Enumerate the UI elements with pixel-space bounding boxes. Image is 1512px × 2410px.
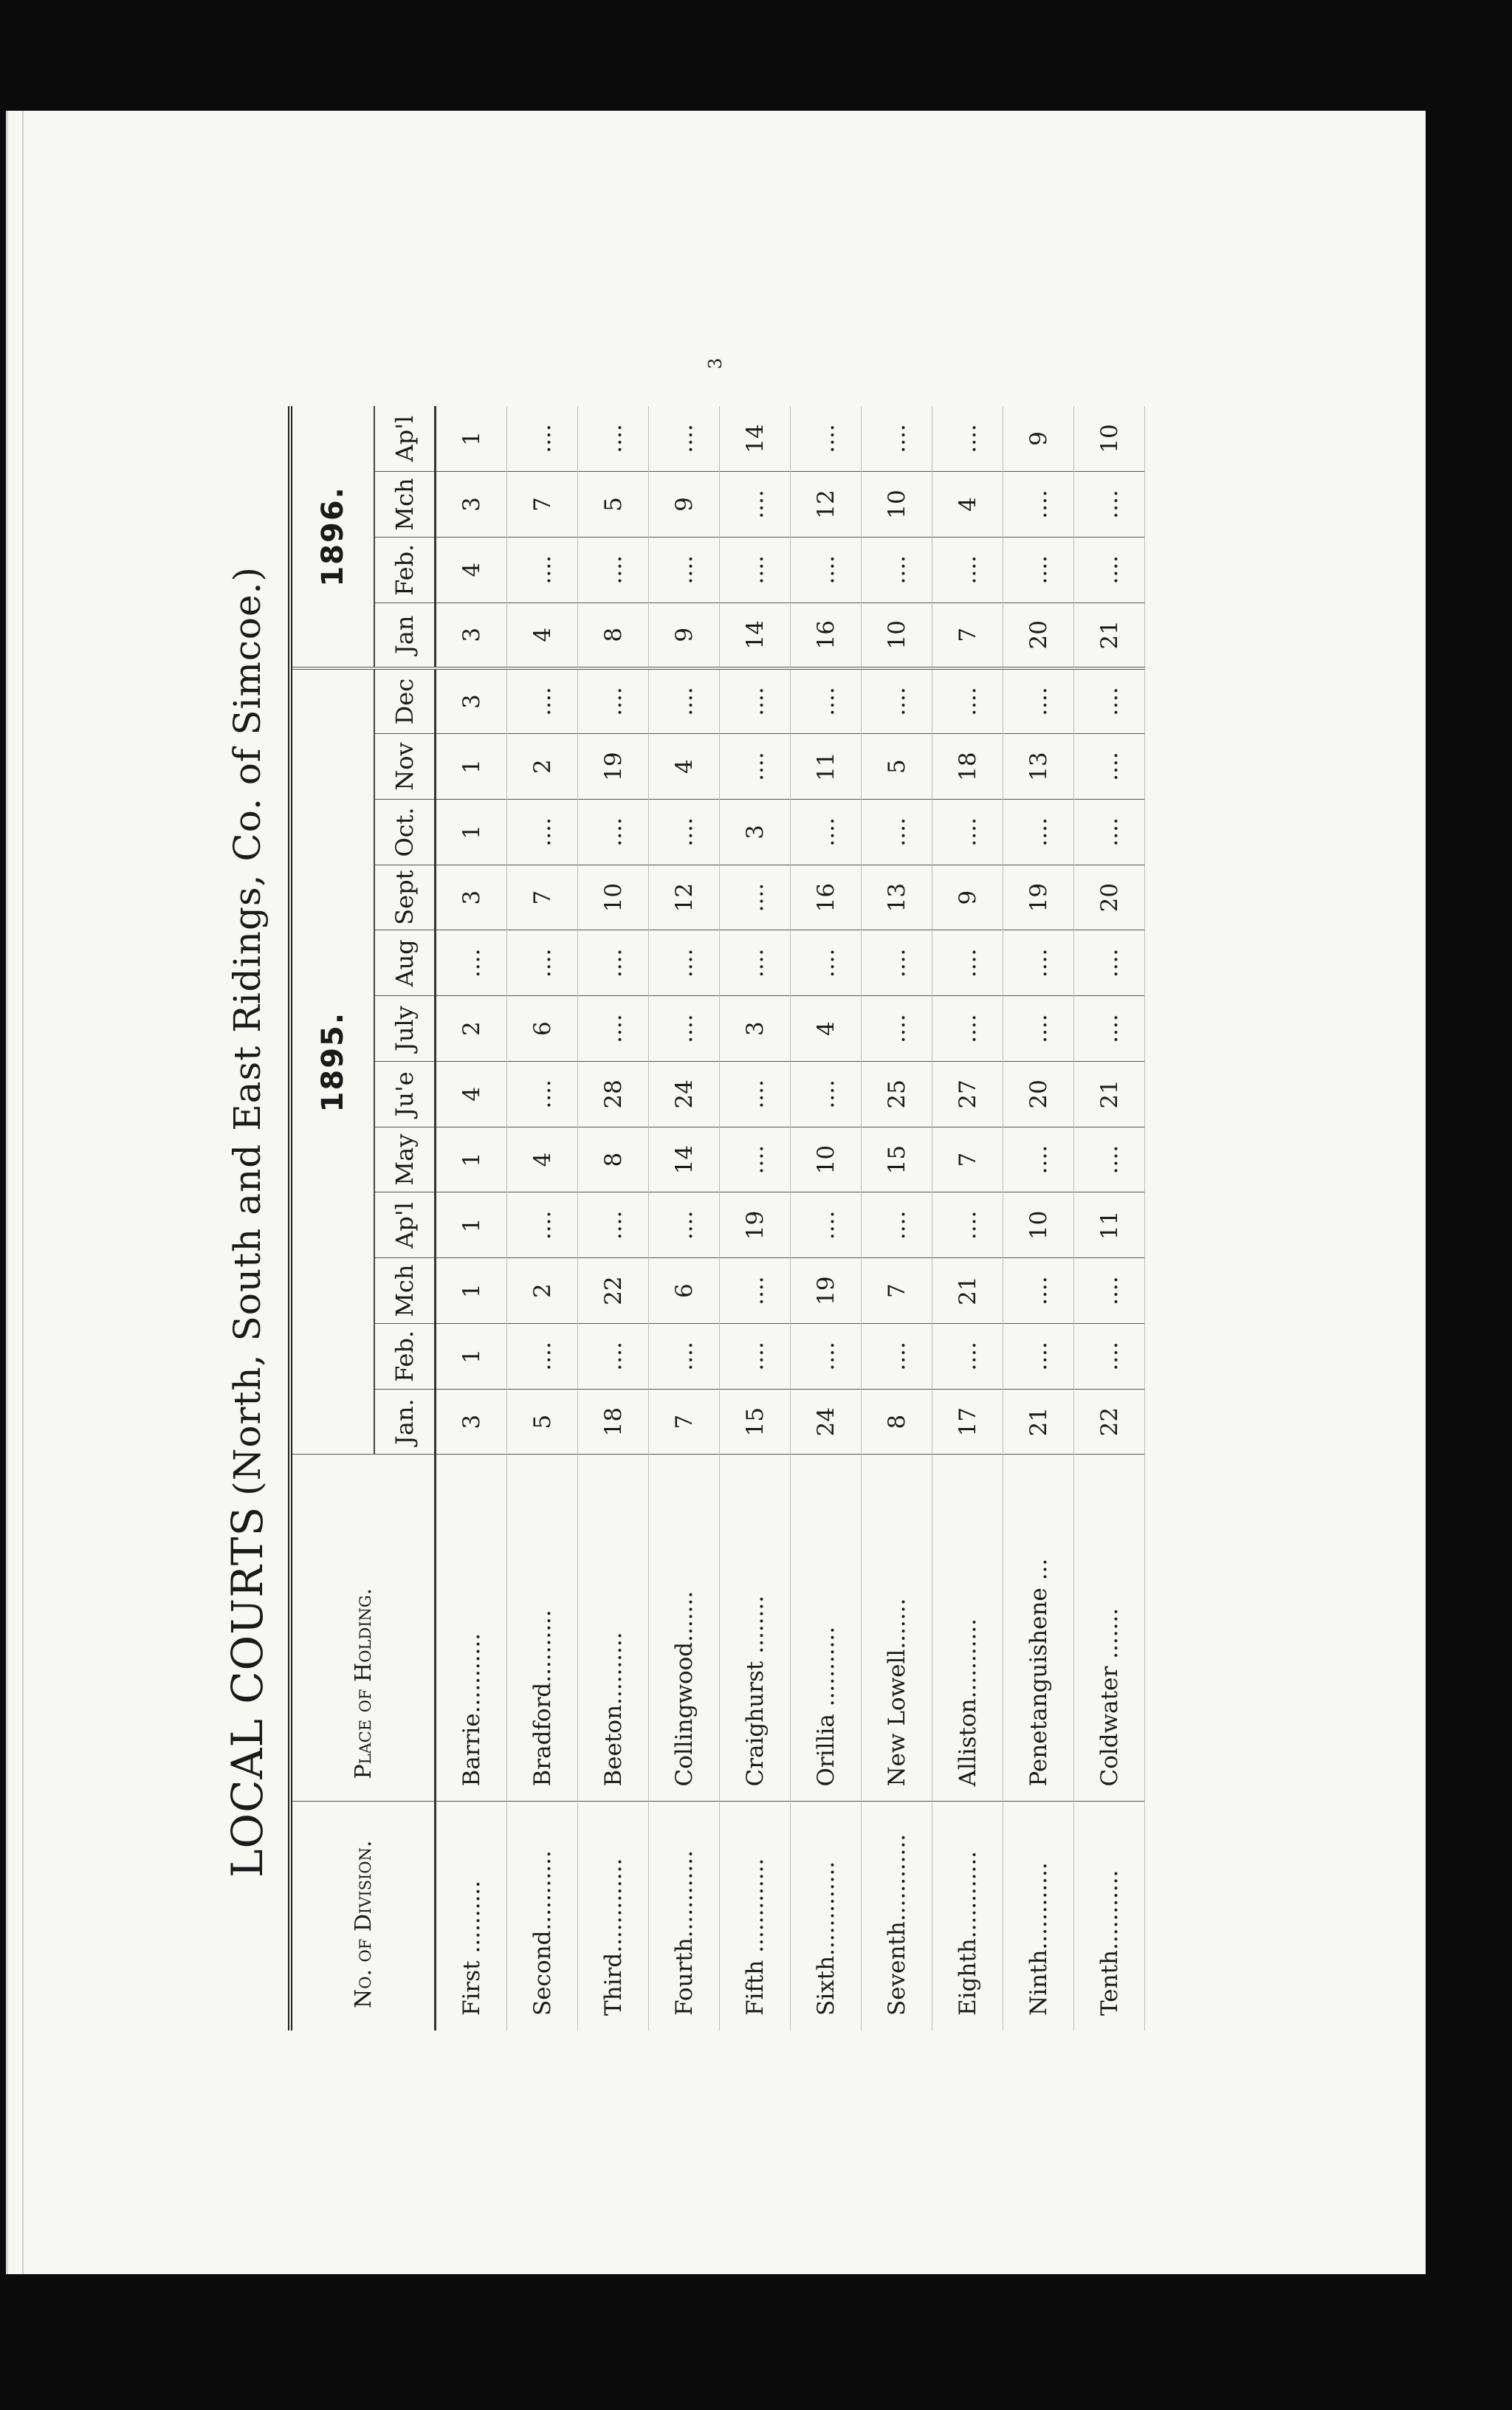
sitting-cell-1895: 28 — [578, 1062, 649, 1127]
sitting-cell-1895: 8 — [578, 1127, 649, 1192]
title-main: LOCAL COURTS — [222, 1506, 272, 1878]
sitting-cell-1895: .... — [862, 1324, 932, 1390]
sitting-cell-1895: 10 — [791, 1127, 862, 1192]
sitting-cell-1896: 10 — [1074, 406, 1145, 472]
sitting-cell-1895: .... — [932, 930, 1003, 996]
sitting-cell-1896: .... — [578, 406, 649, 472]
sitting-cell-1895: .... — [1074, 996, 1145, 1062]
place-cell: Bradford.......... — [507, 1455, 578, 1802]
title-sub: (North, South and East Ridings, Co. of Simcoe.) — [226, 566, 269, 1496]
sitting-cell-1895: 19 — [1003, 865, 1074, 930]
sitting-cell-1895: .... — [578, 996, 649, 1062]
sitting-cell-1895: 5 — [507, 1389, 578, 1455]
sitting-cell-1895: .... — [720, 1324, 791, 1390]
month-header: Jan. — [374, 1389, 436, 1455]
sitting-cell-1895: 1 — [436, 800, 507, 865]
place-cell: Barrie........... — [436, 1455, 507, 1802]
sitting-cell-1895: 7 — [862, 1258, 932, 1324]
sitting-cell-1896: .... — [649, 537, 720, 602]
month-header: Nov — [374, 734, 436, 800]
rotated-table-block — [207, 413, 1166, 2030]
sitting-cell-1896: .... — [791, 537, 862, 602]
place-cell: Alliston........... — [932, 1455, 1003, 1802]
sitting-cell-1895: .... — [507, 800, 578, 865]
sitting-cell-1896: .... — [791, 406, 862, 472]
sitting-cell-1895: 27 — [932, 1062, 1003, 1127]
sitting-cell-1896: .... — [1074, 472, 1145, 538]
month-header: Ap'l — [374, 406, 436, 472]
table-row — [1074, 406, 1145, 2030]
sitting-cell-1896: 4 — [932, 472, 1003, 538]
page-title — [207, 413, 288, 2030]
sitting-cell-1895: 25 — [862, 1062, 932, 1127]
sitting-cell-1895: 22 — [578, 1258, 649, 1324]
sitting-cell-1895: 2 — [507, 1258, 578, 1324]
sitting-cell-1895: .... — [932, 996, 1003, 1062]
sitting-cell-1896: 12 — [791, 472, 862, 538]
sitting-cell-1895: 15 — [720, 1389, 791, 1455]
place-cell: New Lowell....... — [862, 1455, 932, 1802]
sitting-cell-1896: 10 — [862, 602, 932, 668]
sitting-cell-1896: 9 — [1003, 406, 1074, 472]
sitting-cell-1895: 6 — [507, 996, 578, 1062]
division-cell: Third............. — [578, 1802, 649, 2030]
year-1895: 1895. — [290, 668, 374, 1455]
sitting-cell-1896: .... — [1003, 537, 1074, 602]
month-header: Oct. — [374, 800, 436, 865]
sitting-cell-1896: 3 — [436, 602, 507, 668]
month-header: Aug — [374, 930, 436, 996]
month-header: Mch — [374, 472, 436, 538]
sitting-cell-1896: 7 — [507, 472, 578, 538]
sitting-cell-1896: 20 — [1003, 602, 1074, 668]
sitting-cell-1895: .... — [1074, 930, 1145, 996]
sitting-cell-1895: 15 — [862, 1127, 932, 1192]
sitting-cell-1895: 19 — [791, 1258, 862, 1324]
sitting-cell-1895: .... — [932, 800, 1003, 865]
month-header: Ju'e — [374, 1062, 436, 1127]
sitting-cell-1895: .... — [1003, 996, 1074, 1062]
table-body — [436, 406, 1145, 2030]
sitting-cell-1896: 5 — [578, 472, 649, 538]
sitting-cell-1895: .... — [1074, 1324, 1145, 1390]
sitting-cell-1895: 1 — [436, 1258, 507, 1324]
division-cell: Ninth............ — [1003, 1802, 1074, 2030]
sitting-cell-1896: 3 — [436, 472, 507, 538]
page-edge — [22, 111, 24, 2274]
table-row — [507, 406, 578, 2030]
sitting-cell-1895: 6 — [649, 1258, 720, 1324]
sitting-cell-1896: .... — [507, 406, 578, 472]
sitting-cell-1895: .... — [1074, 734, 1145, 800]
sitting-cell-1895: .... — [578, 1324, 649, 1390]
sitting-cell-1895: 21 — [1003, 1389, 1074, 1455]
month-header: Ap'l — [374, 1192, 436, 1258]
sitting-cell-1895: 11 — [791, 734, 862, 800]
sitting-cell-1895: .... — [1003, 1127, 1074, 1192]
month-header: Feb. — [374, 1324, 436, 1390]
sitting-cell-1895: 22 — [1074, 1389, 1145, 1455]
month-header: Dec — [374, 668, 436, 734]
sitting-cell-1895: .... — [1003, 800, 1074, 865]
sitting-cell-1896: 4 — [436, 537, 507, 602]
sitting-cell-1895: 18 — [578, 1389, 649, 1455]
sitting-cell-1895: 1 — [436, 734, 507, 800]
sitting-cell-1895: 10 — [1003, 1192, 1074, 1258]
sitting-cell-1895: 4 — [791, 996, 862, 1062]
sitting-cell-1895: 19 — [720, 1192, 791, 1258]
sitting-cell-1895: 7 — [932, 1127, 1003, 1192]
sitting-cell-1895: .... — [791, 1192, 862, 1258]
sitting-cell-1895: .... — [932, 1192, 1003, 1258]
sitting-cell-1895: .... — [507, 1324, 578, 1390]
sitting-cell-1895: 2 — [436, 996, 507, 1062]
sitting-cell-1895: .... — [436, 930, 507, 996]
sitting-cell-1895: 4 — [507, 1127, 578, 1192]
sitting-cell-1895: 21 — [932, 1258, 1003, 1324]
sitting-cell-1896: 14 — [720, 406, 791, 472]
sitting-cell-1895: 7 — [649, 1389, 720, 1455]
sitting-cell-1895: 3 — [436, 668, 507, 734]
sitting-cell-1895: .... — [507, 1192, 578, 1258]
courts-table — [288, 406, 1145, 2030]
sitting-cell-1896: .... — [720, 472, 791, 538]
month-header: May — [374, 1127, 436, 1192]
sitting-cell-1895: 16 — [791, 865, 862, 930]
sitting-cell-1895: 13 — [862, 865, 932, 930]
table-row — [578, 406, 649, 2030]
sitting-cell-1895: .... — [578, 1192, 649, 1258]
place-cell: Penetanguishene ... — [1003, 1455, 1074, 1802]
sitting-cell-1895: 24 — [791, 1389, 862, 1455]
sitting-cell-1895: 2 — [507, 734, 578, 800]
sitting-cell-1896: .... — [932, 537, 1003, 602]
table-row — [436, 406, 507, 2030]
sitting-cell-1896: 8 — [578, 602, 649, 668]
sitting-cell-1895: .... — [791, 1324, 862, 1390]
sitting-cell-1895: .... — [649, 800, 720, 865]
sitting-cell-1895: 13 — [1003, 734, 1074, 800]
table-row — [1003, 406, 1074, 2030]
sitting-cell-1895: .... — [791, 930, 862, 996]
sitting-cell-1895: .... — [578, 668, 649, 734]
sitting-cell-1896: 7 — [932, 602, 1003, 668]
sitting-cell-1896: .... — [649, 406, 720, 472]
division-cell: Fifth ............. — [720, 1802, 791, 2030]
sitting-cell-1895: 4 — [436, 1062, 507, 1127]
table-row — [862, 406, 932, 2030]
sitting-cell-1895: .... — [720, 734, 791, 800]
sitting-cell-1896: 4 — [507, 602, 578, 668]
place-cell: Collingwood....... — [649, 1455, 720, 1802]
month-header: July — [374, 996, 436, 1062]
sitting-cell-1895: 18 — [932, 734, 1003, 800]
sitting-cell-1896: .... — [1074, 537, 1145, 602]
table-row — [791, 406, 862, 2030]
month-header: Jan — [374, 602, 436, 668]
place-cell: Beeton.......... — [578, 1455, 649, 1802]
sitting-cell-1895: .... — [720, 1062, 791, 1127]
sitting-cell-1895: .... — [649, 996, 720, 1062]
sitting-cell-1895: 19 — [578, 734, 649, 800]
sitting-cell-1895: 1 — [436, 1192, 507, 1258]
header-place: Place of Holding. — [290, 1455, 436, 1802]
sitting-cell-1895: .... — [649, 1192, 720, 1258]
sitting-cell-1895: .... — [507, 668, 578, 734]
header-division: No. of Division. — [290, 1802, 436, 2030]
sitting-cell-1895: 3 — [436, 1389, 507, 1455]
sitting-cell-1895: .... — [649, 668, 720, 734]
sitting-cell-1895: .... — [862, 668, 932, 734]
sitting-cell-1896: .... — [1003, 472, 1074, 538]
sitting-cell-1895: 3 — [720, 800, 791, 865]
sitting-cell-1895: .... — [649, 1324, 720, 1390]
division-cell: Sixth............. — [791, 1802, 862, 2030]
sitting-cell-1895: 8 — [862, 1389, 932, 1455]
sitting-cell-1896: 10 — [862, 472, 932, 538]
sitting-cell-1895: .... — [1074, 1127, 1145, 1192]
sitting-cell-1895: .... — [791, 800, 862, 865]
sitting-cell-1895: .... — [1074, 668, 1145, 734]
sitting-cell-1895: 3 — [720, 996, 791, 1062]
sitting-cell-1895: .... — [1003, 668, 1074, 734]
sitting-cell-1895: 17 — [932, 1389, 1003, 1455]
place-cell: Orillia ........... — [791, 1455, 862, 1802]
sitting-cell-1895: 5 — [862, 734, 932, 800]
sitting-cell-1895: .... — [720, 1127, 791, 1192]
sitting-cell-1895: .... — [862, 930, 932, 996]
sitting-cell-1895: .... — [862, 1192, 932, 1258]
sitting-cell-1895: .... — [932, 668, 1003, 734]
year-1896: 1896. — [290, 406, 374, 668]
sitting-cell-1895: .... — [1003, 1324, 1074, 1390]
sitting-cell-1895: 21 — [1074, 1062, 1145, 1127]
sitting-cell-1895: .... — [791, 1062, 862, 1127]
sitting-cell-1895: 9 — [932, 865, 1003, 930]
sitting-cell-1895: .... — [1003, 1258, 1074, 1324]
place-cell: Coldwater ....... — [1074, 1455, 1145, 1802]
sitting-cell-1895: .... — [578, 930, 649, 996]
sitting-cell-1895: 12 — [649, 865, 720, 930]
month-header: Feb. — [374, 537, 436, 602]
sitting-cell-1895: 20 — [1074, 865, 1145, 930]
sitting-cell-1895: .... — [507, 930, 578, 996]
sitting-cell-1895: .... — [932, 1324, 1003, 1390]
sitting-cell-1895: 1 — [436, 1127, 507, 1192]
division-cell: Seventh............ — [862, 1802, 932, 2030]
sitting-cell-1895: 4 — [649, 734, 720, 800]
sitting-cell-1895: .... — [578, 800, 649, 865]
division-cell: Eighth............ — [932, 1802, 1003, 2030]
sitting-cell-1895: .... — [720, 930, 791, 996]
sitting-cell-1895: 11 — [1074, 1192, 1145, 1258]
sitting-cell-1895: .... — [720, 1258, 791, 1324]
sitting-cell-1895: .... — [1003, 930, 1074, 996]
sitting-cell-1896: .... — [578, 537, 649, 602]
sitting-cell-1895: 20 — [1003, 1062, 1074, 1127]
table-row — [720, 406, 791, 2030]
sitting-cell-1896: .... — [932, 406, 1003, 472]
sitting-cell-1896: .... — [862, 537, 932, 602]
sitting-cell-1896: 14 — [720, 602, 791, 668]
month-header: Mch — [374, 1258, 436, 1324]
sitting-cell-1895: 14 — [649, 1127, 720, 1192]
sitting-cell-1895: 7 — [507, 865, 578, 930]
division-cell: Second........... — [507, 1802, 578, 2030]
sitting-cell-1896: 9 — [649, 602, 720, 668]
table-row — [932, 406, 1003, 2030]
sitting-cell-1895: .... — [720, 668, 791, 734]
sitting-cell-1896: 16 — [791, 602, 862, 668]
sitting-cell-1895: .... — [1074, 1258, 1145, 1324]
sitting-cell-1896: .... — [862, 406, 932, 472]
sitting-cell-1895: .... — [791, 668, 862, 734]
table-row — [649, 406, 720, 2030]
sitting-cell-1895: 1 — [436, 1324, 507, 1390]
sitting-cell-1895: 24 — [649, 1062, 720, 1127]
page-number: 3 — [705, 357, 726, 369]
sitting-cell-1895: 3 — [436, 865, 507, 930]
division-cell: Fourth............ — [649, 1802, 720, 2030]
sitting-cell-1895: .... — [862, 800, 932, 865]
sitting-cell-1895: .... — [862, 996, 932, 1062]
sitting-cell-1895: .... — [507, 1062, 578, 1127]
sitting-cell-1896: 1 — [436, 406, 507, 472]
place-cell: Craighurst ........ — [720, 1455, 791, 1802]
sitting-cell-1895: .... — [649, 930, 720, 996]
sitting-cell-1895: .... — [1074, 800, 1145, 865]
sitting-cell-1896: .... — [720, 537, 791, 602]
sitting-cell-1896: 9 — [649, 472, 720, 538]
division-cell: First .......... — [436, 1802, 507, 2030]
sitting-cell-1896: .... — [507, 537, 578, 602]
sitting-cell-1895: 10 — [578, 865, 649, 930]
sitting-cell-1896: 21 — [1074, 602, 1145, 668]
division-cell: Tenth........... — [1074, 1802, 1145, 2030]
sitting-cell-1895: .... — [720, 865, 791, 930]
month-header: Sept — [374, 865, 436, 930]
